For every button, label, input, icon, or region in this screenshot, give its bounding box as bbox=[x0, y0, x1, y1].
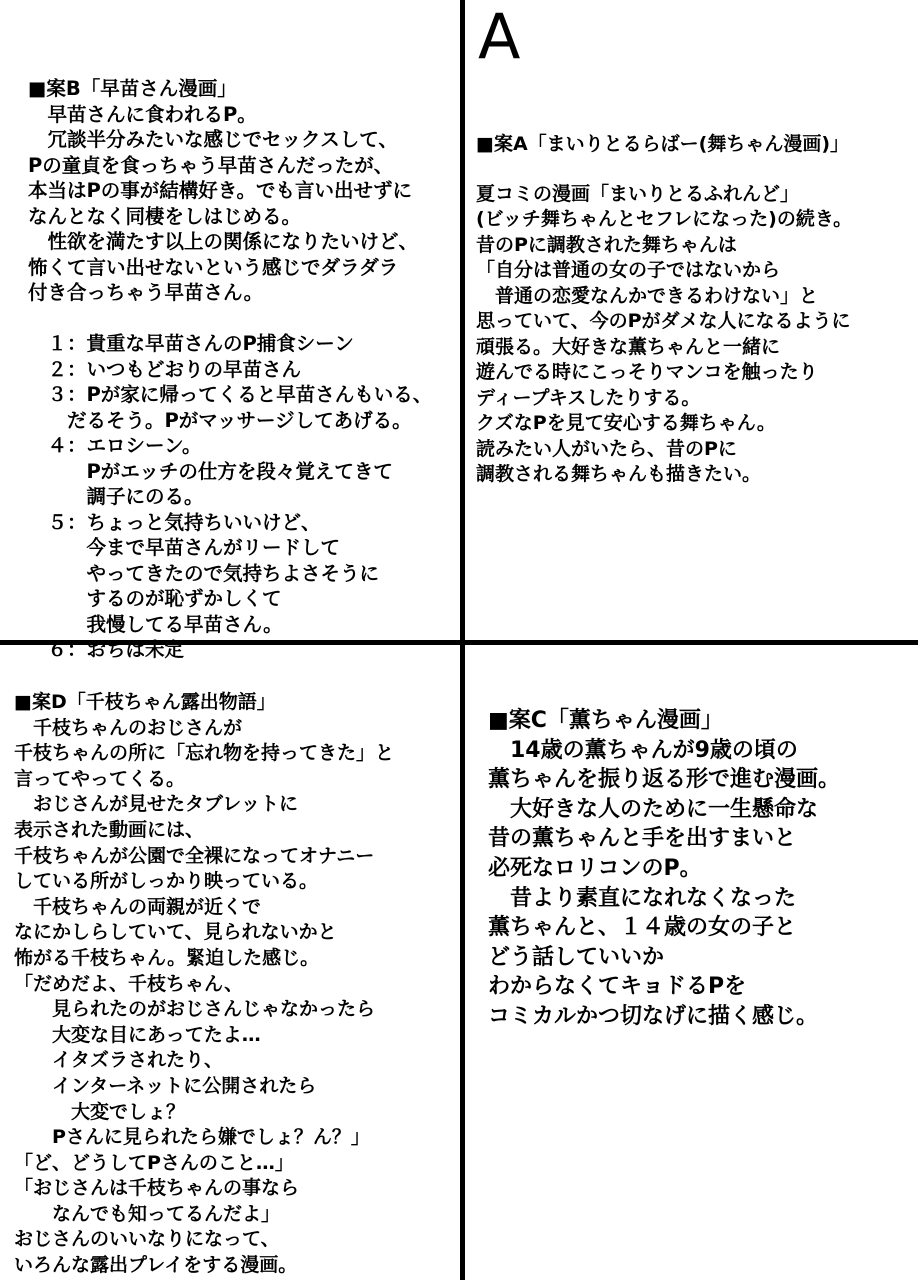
text-line: 千枝ちゃんの所に「忘れ物を持ってきた」と bbox=[14, 742, 395, 765]
text-line: ■案C「薫ちゃん漫画」 bbox=[488, 708, 723, 733]
text-line: 言ってやってくる。 bbox=[14, 767, 186, 790]
corner-label: A bbox=[478, 0, 521, 73]
text-line: 「自分は普通の女の子ではないから bbox=[476, 259, 781, 281]
text-line: 昔のPに調教された舞ちゃんは bbox=[476, 233, 737, 256]
text-line: インターネットに公開されたら bbox=[14, 1074, 317, 1097]
text-line: いろんな露出プレイをする漫画。 bbox=[14, 1254, 298, 1277]
text-line: 「だめだよ、千枝ちゃん、 bbox=[14, 972, 244, 995]
text-line: 我慢してる早苗さん。 bbox=[28, 612, 283, 636]
text-line: ２：いつもどおりの早苗さん bbox=[28, 357, 302, 381]
text-line: 大好きな人のために一生懸命な bbox=[488, 796, 819, 822]
text-line: なにかしらしていて、見られないかと bbox=[14, 921, 337, 944]
text-line: 本当はPの事が結構好き。でも言い出せずに bbox=[28, 179, 413, 202]
text-line: 遊んでる時にこっそりマンコを触ったり bbox=[476, 361, 818, 383]
text-line: ■案B「早苗さん漫画」 bbox=[28, 77, 237, 100]
text-line: わからなくてキョドるPを bbox=[488, 974, 747, 1000]
text-line: 今まで早苗さんがリードして bbox=[28, 536, 341, 559]
text-line: している所がしっかり映っている。 bbox=[14, 870, 319, 893]
text-line: 読みたい人がいたら、昔のPに bbox=[476, 437, 737, 460]
text-line: 調子にのる。 bbox=[28, 485, 204, 508]
text-line: クズなPを見て安心する舞ちゃん。 bbox=[476, 412, 776, 434]
text-line: 必死なロリコンのP。 bbox=[488, 855, 702, 881]
text-line: 千枝ちゃんの両親が近くで bbox=[14, 895, 262, 918]
text-line: 思っていて、今のPがダメな人になるように bbox=[476, 310, 851, 332]
text-line: 見られたのがおじさんじゃなかったら bbox=[14, 998, 376, 1021]
text-line: なんとなく同棲をしはじめる。 bbox=[28, 204, 302, 228]
text-line: ■案D「千枝ちゃん露出物語」 bbox=[14, 691, 276, 713]
panel-proposal-c bbox=[488, 706, 840, 1032]
text-line: Pがエッチの仕方を段々覚えてきて bbox=[28, 459, 393, 483]
text-line: 怖くて言い出せないという感じでダラダラ bbox=[28, 255, 399, 279]
panel-proposal-b bbox=[28, 76, 432, 663]
text-line: 付き合っちゃう早苗さん。 bbox=[28, 281, 264, 304]
text-line: 薫ちゃんを振り返る形で進む漫画。 bbox=[488, 767, 841, 793]
text-line: 14歳の薫ちゃんが9歳の頃の bbox=[488, 737, 798, 763]
proposal-a-body bbox=[476, 182, 852, 488]
panel-proposal-d bbox=[14, 690, 394, 1279]
text-line: するのが恥ずかしくて bbox=[28, 587, 282, 610]
text-line: 昔より素直になれなくなった bbox=[488, 885, 797, 911]
text-line: 普通の恋愛なんかできるわけない」と bbox=[476, 284, 819, 307]
text-line: Pの童貞を食っちゃう早苗さんだったが、 bbox=[28, 153, 394, 177]
proposal-a-title: ■案A「まいりとるらばー(舞ちゃん漫画)」 bbox=[476, 133, 850, 155]
text-line: おじさんのいいなりになって、 bbox=[14, 1228, 280, 1251]
text-line: 薫ちゃんと、１４歳の女の子と bbox=[488, 915, 797, 941]
text-line: やってきたので気持ちよさそうに bbox=[28, 561, 380, 585]
text-line: Pさんに見られたら嫌でしょ？ん？」 bbox=[14, 1126, 370, 1149]
text-line: 大変でしょ？ bbox=[14, 1100, 186, 1123]
text-line: だるそう。Pがマッサージしてあげる。 bbox=[28, 408, 412, 432]
text-line: おじさんが見せたタブレットに bbox=[14, 793, 299, 816]
text-line: (ビッチ舞ちゃんとセフレになった)の続き。 bbox=[476, 208, 853, 230]
text-line: 頑張る。大好きな薫ちゃんと一緒に bbox=[476, 335, 781, 358]
text-line: コミカルかつ切なげに描く感じ。 bbox=[488, 1003, 819, 1029]
text-line: ５：ちょっと気持ちいいけど、 bbox=[28, 510, 321, 534]
panel-proposal-a bbox=[476, 132, 852, 488]
text-line: イタズラされたり、 bbox=[14, 1049, 224, 1072]
text-line: 「ど、どうしてPさんのこと…」 bbox=[14, 1151, 294, 1174]
text-line: ６：おちは未定 bbox=[28, 638, 185, 661]
text-line: ディープキスしたりする。 bbox=[476, 386, 701, 409]
text-line: 大変な目にあってたよ… bbox=[14, 1023, 261, 1046]
text-line: 昔の薫ちゃんと手を出すまいと bbox=[488, 826, 797, 852]
text-line: 性欲を満たす以上の関係になりたいけど、 bbox=[28, 230, 419, 253]
text-line: 千枝ちゃんのおじさんが bbox=[14, 716, 243, 739]
text-line: 千枝ちゃんが公園で全裸になってオナニー bbox=[14, 844, 375, 867]
text-line: 冗談半分みたいな感じでセックスして、 bbox=[28, 128, 398, 151]
text-line: １：貴重な早苗さんのP捕食シーン bbox=[28, 332, 354, 355]
text-line: なんでも知ってるんだよ」 bbox=[14, 1202, 281, 1225]
text-line: 表示された動画には、 bbox=[14, 818, 205, 841]
text-line: 夏コミの漫画「まいりとるふれんど」 bbox=[476, 182, 800, 205]
text-line: ３：Pが家に帰ってくると早苗さんもいる、 bbox=[28, 383, 433, 406]
text-line: 調教される舞ちゃんも描きたい。 bbox=[476, 463, 762, 485]
text-line: 怖がる千枝ちゃん。緊迫した感じ。 bbox=[14, 946, 320, 969]
text-line: ４：エロシーン。 bbox=[28, 434, 202, 457]
text-line bbox=[28, 306, 432, 332]
text-line: どう話していいか bbox=[488, 944, 665, 970]
text-line: 「おじさんは千枝ちゃんの事なら bbox=[14, 1177, 300, 1200]
text-line: 早苗さんに食われるP。 bbox=[28, 102, 257, 126]
